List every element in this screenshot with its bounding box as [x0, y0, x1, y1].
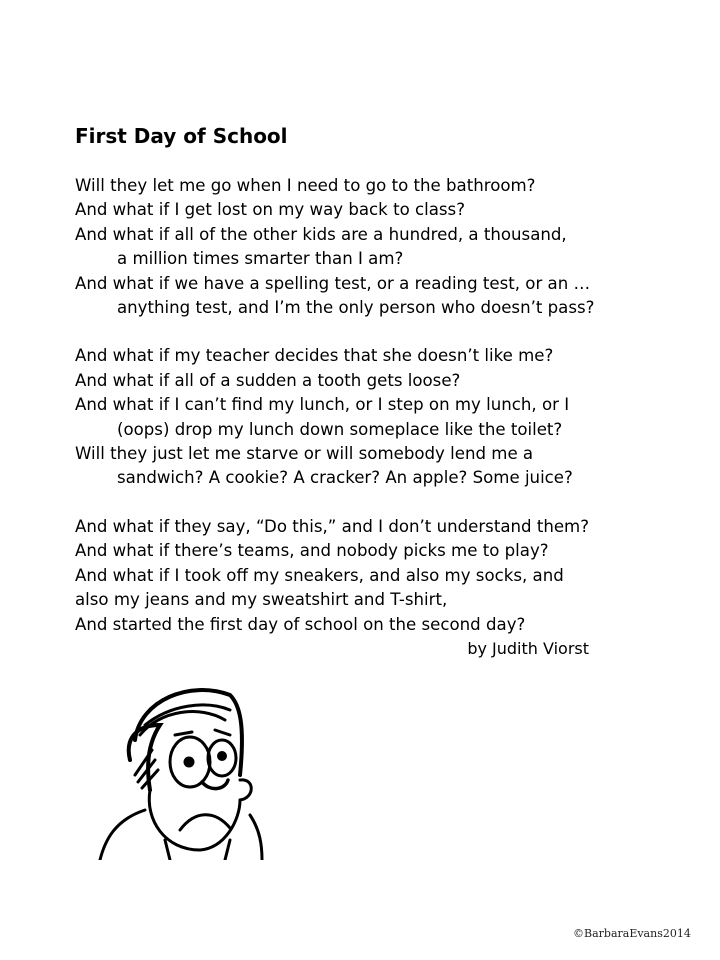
poem-line: And what if they say, “Do this,” and I don’t understand them? [75, 516, 590, 536]
poem-line: a million times smarter than I am? [117, 249, 404, 269]
poem-line: And what if all of the other kids are a hundred, a thousand, [75, 224, 567, 244]
poem-line: And what if I took off my sneakers, and also my socks, and [75, 565, 564, 585]
poem-line: And what if I can’t find my lunch, or I step on my lunch, or I [75, 395, 570, 415]
poem-line: also my jeans and my sweatshirt and T-shirt, [75, 590, 448, 610]
byline: by Judith Viorst [467, 638, 589, 658]
copyright-notice: ©BarbaraEvans2014 [573, 927, 691, 940]
poem-line: And what if all of a sudden a tooth gets loose? [75, 370, 461, 390]
poem-line: anything test, and I’m the only person who doesn’t pass? [117, 298, 595, 318]
poem-line: And what if there’s teams, and nobody picks me to play? [75, 541, 549, 561]
poem-line: sandwich? A cookie? A cracker? An apple? Some juice? [117, 468, 573, 488]
poem-line: (oops) drop my lunch down someplace like the toilet? [117, 419, 563, 439]
poem-line: And what if we have a spelling test, or a reading test, or an … [75, 273, 591, 293]
poem-line: Will they just let me starve or will somebody lend me a [75, 444, 534, 464]
stanza-break [75, 320, 715, 344]
poem-line: And what if my teacher decides that she doesn’t like me? [75, 346, 554, 366]
poem-line: Will they let me go when I need to go to the bathroom? [75, 176, 536, 195]
stanza-break [75, 491, 715, 515]
poem-line: And what if I get lost on my way back to class? [75, 200, 466, 220]
poem-line: And started the first day of school on the second day? [75, 614, 526, 634]
worried-boy-illustration [90, 680, 290, 860]
poem-title: First Day of School [75, 124, 288, 148]
poem-body [75, 174, 715, 661]
